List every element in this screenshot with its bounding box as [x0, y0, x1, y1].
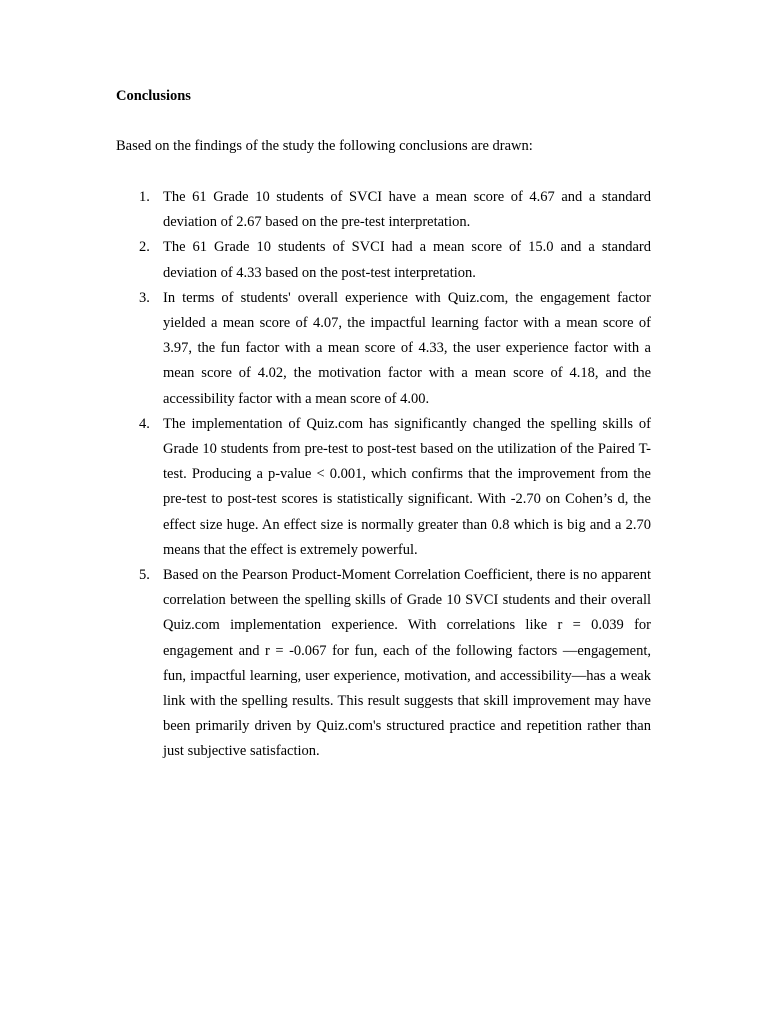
conclusion-text: Based on the Pearson Product-Moment Correlation Coefficient, there is no apparent correlation between the spelling skills of Grade 10 SVCI students and their overall Quiz.com implementation experience. With correlations like r = 0.039 for engagement and r = -0.067 for fun, each of the following factors —engagement, fun, impactful learning, user experience, motivation, and accessibility—has a weak link with the spelling results. This result suggests that skill improvement may have been primarily driven by Quiz.com's structured practice and repetition rather than just subjective satisfaction.	[163, 567, 651, 760]
conclusion-item-5	[116, 563, 651, 765]
conclusion-text: The implementation of Quiz.com has significantly changed the spelling skills of Grade 10 students from pre-test to post-test based on the utilization of the Paired T-test. Producing a p-value < 0.001, which confirms that the improvement from the pre-test to post-test scores is statistically significant. With -2.70 on Cohen’s d, the effect size huge. An effect size is normally greater than 0.8 which is big and a 2.70 means that the effect is extremely powerful.	[163, 415, 651, 558]
intro-paragraph: Based on the findings of the study the following conclusions are drawn:	[116, 138, 533, 154]
conclusion-number: 2.	[139, 239, 150, 256]
conclusion-number: 5.	[139, 567, 150, 584]
conclusions-list	[116, 185, 651, 765]
conclusion-text: In terms of students' overall experience with Quiz.com, the engagement factor yielded a mean score of 4.07, the impactful learning factor with a mean score of 3.97, the fun factor with a mean score of 4.33, the user experience factor with a mean score of 4.02, the motivation factor with a mean score of 4.18, and the accessibility factor with a mean score of 4.00.	[163, 289, 651, 407]
conclusion-number: 4.	[139, 415, 150, 432]
conclusion-text: The 61 Grade 10 students of SVCI had a mean score of 15.0 and a standard deviation of 4.33 based on the post-test interpretation.	[163, 239, 651, 281]
section-heading: Conclusions	[116, 88, 191, 104]
conclusion-item-2	[116, 235, 651, 285]
conclusion-item-1	[116, 185, 651, 235]
conclusion-number: 1.	[139, 189, 150, 205]
conclusion-text: The 61 Grade 10 students of SVCI have a mean score of 4.67 and a standard deviation of 2.67 based on the pre-test interpretation.	[163, 189, 651, 231]
conclusion-item-3	[116, 286, 651, 412]
conclusion-item-4	[116, 412, 651, 563]
conclusion-number: 3.	[139, 289, 150, 306]
